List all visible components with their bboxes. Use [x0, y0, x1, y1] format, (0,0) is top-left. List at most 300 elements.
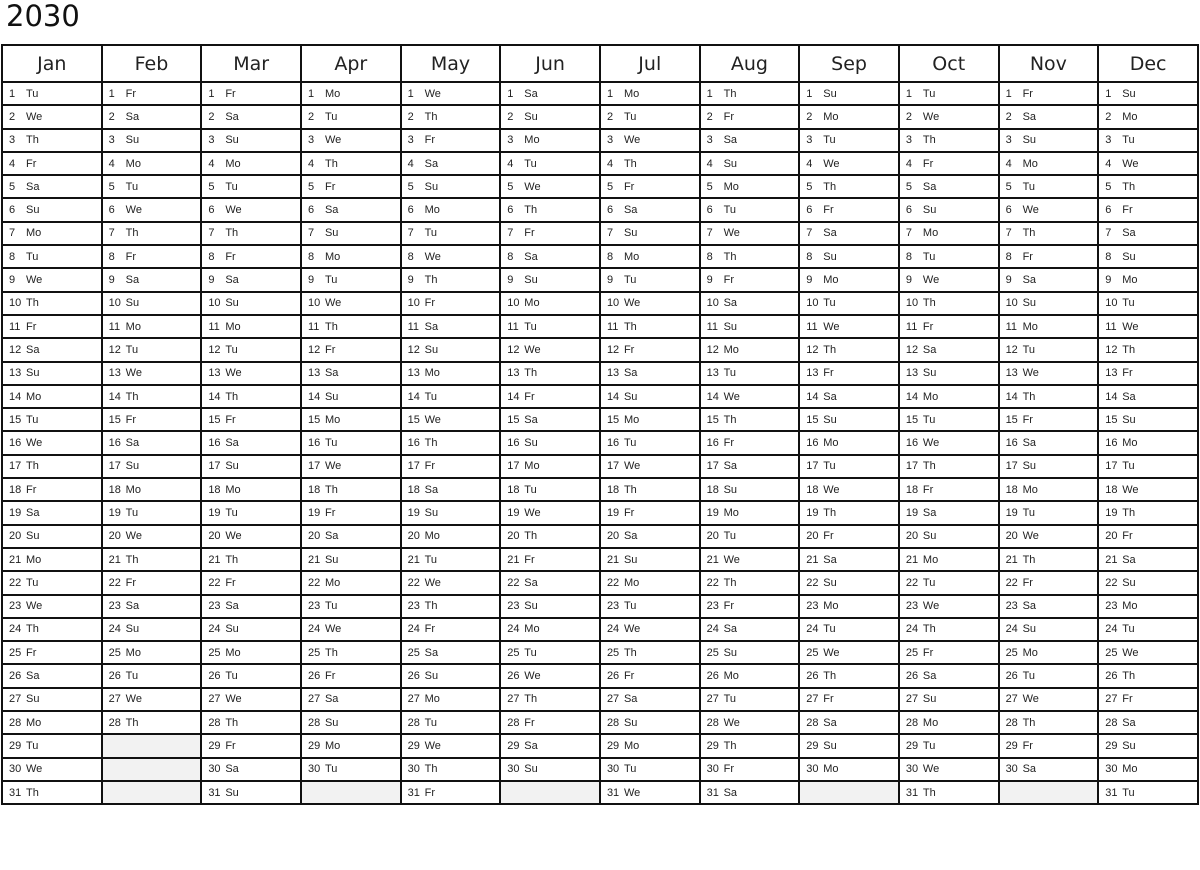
weekday-label: Su	[823, 739, 837, 752]
day-cell	[201, 362, 301, 385]
weekday-label: Su	[1122, 413, 1136, 426]
day-cell	[301, 175, 401, 198]
day-cell	[700, 152, 800, 175]
weekday-label: Sa	[424, 483, 439, 496]
day-number: 3	[507, 134, 514, 147]
day-cell	[201, 641, 301, 664]
day-cell	[600, 688, 700, 711]
weekday-label: We	[524, 180, 541, 193]
day-cell	[799, 571, 899, 594]
day-cell	[301, 548, 401, 571]
day-number: 27	[905, 693, 919, 706]
day-number: 16	[1105, 437, 1118, 450]
day-cell	[401, 175, 501, 198]
weekday-label: Tu	[723, 693, 737, 706]
weekday-label: Th	[723, 87, 737, 100]
weekday-label: Su	[26, 204, 40, 217]
day-number: 12	[108, 343, 121, 356]
weekday-label: We	[922, 110, 940, 123]
day-number: 21	[806, 553, 819, 566]
day-cell	[700, 781, 800, 804]
day-cell	[2, 198, 102, 221]
day-cell	[102, 245, 202, 268]
day-number: 27	[407, 693, 420, 706]
day-number: 10	[1105, 297, 1118, 310]
day-cell	[301, 292, 401, 315]
day-cell	[500, 362, 600, 385]
weekday-label: Tu	[922, 739, 936, 752]
day-cell	[500, 175, 600, 198]
day-cell	[201, 478, 301, 501]
weekday-label: Tu	[225, 506, 238, 519]
day-number: 26	[706, 670, 719, 683]
day-number: 25	[9, 646, 22, 659]
day-number: 15	[208, 413, 221, 426]
day-cell	[2, 385, 102, 408]
month-header-apr: Apr	[301, 45, 401, 82]
weekday-label: Mo	[723, 506, 739, 519]
day-cell	[600, 268, 700, 291]
day-number: 16	[108, 437, 121, 450]
day-number: 24	[108, 623, 121, 636]
day-cell	[2, 478, 102, 501]
weekday-label: We	[424, 739, 441, 752]
day-cell	[201, 82, 301, 105]
day-number: 12	[1105, 343, 1118, 356]
weekday-label: Su	[1022, 623, 1037, 636]
day-number: 23	[108, 600, 121, 613]
day-cell	[799, 501, 899, 524]
day-number: 18	[208, 483, 221, 496]
day-number: 20	[208, 530, 221, 543]
month-header-may: May	[401, 45, 501, 82]
day-number: 23	[1005, 600, 1018, 613]
day-number: 15	[905, 413, 919, 426]
day-cell	[1098, 175, 1198, 198]
day-number: 2	[307, 110, 315, 123]
weekday-label: Th	[424, 437, 438, 450]
day-number: 13	[905, 367, 919, 380]
weekday-label: Fr	[1022, 87, 1033, 100]
weekday-label: Th	[225, 390, 239, 403]
weekday-label: Su	[225, 786, 239, 799]
day-number: 26	[108, 670, 121, 683]
weekday-label: Tu	[424, 390, 438, 403]
day-number: 22	[806, 576, 819, 589]
day-number: 23	[9, 600, 22, 613]
day-number: 20	[307, 530, 321, 543]
day-cell	[899, 525, 999, 548]
day-cell	[102, 688, 202, 711]
day-cell	[899, 198, 999, 221]
day-number: 30	[1005, 763, 1018, 776]
day-number: 5	[9, 180, 16, 193]
day-number: 12	[606, 343, 620, 356]
day-cell	[500, 455, 600, 478]
day-cell	[999, 129, 1099, 152]
weekday-label: Mo	[125, 320, 141, 333]
day-cell	[899, 362, 999, 385]
day-cell	[700, 338, 800, 361]
day-number: 19	[1005, 506, 1018, 519]
day-cell	[401, 781, 501, 804]
day-number: 5	[307, 180, 315, 193]
weekday-label: Tu	[1022, 506, 1035, 519]
day-number: 11	[1005, 320, 1017, 333]
day-number: 21	[1105, 553, 1118, 566]
weekday-label: Mo	[225, 483, 241, 496]
day-cell	[600, 129, 700, 152]
weekday-label: Th	[823, 180, 837, 193]
weekday-label: Sa	[723, 460, 738, 473]
month-header-row	[2, 45, 1198, 82]
day-number: 18	[507, 483, 520, 496]
day-cell	[301, 641, 401, 664]
day-number: 28	[1105, 716, 1118, 729]
day-row	[2, 362, 1198, 385]
weekday-label: Fr	[324, 343, 336, 356]
weekday-label: Th	[922, 460, 936, 473]
weekday-label: Fr	[125, 250, 137, 263]
day-cell	[700, 362, 800, 385]
day-number: 6	[407, 204, 414, 217]
day-number: 3	[1105, 134, 1112, 147]
day-number: 17	[507, 460, 520, 473]
day-cell	[102, 571, 202, 594]
weekday-label: We	[623, 786, 641, 799]
day-cell	[401, 315, 501, 338]
weekday-label: We	[1022, 204, 1039, 217]
weekday-label: Su	[324, 390, 339, 403]
day-cell	[1098, 245, 1198, 268]
weekday-label: Th	[823, 506, 837, 519]
day-cell	[799, 245, 899, 268]
day-number: 27	[108, 693, 121, 706]
day-cell	[500, 758, 600, 781]
day-cell	[600, 641, 700, 664]
day-number: 12	[706, 343, 719, 356]
day-number: 9	[307, 274, 315, 287]
weekday-label: Tu	[26, 413, 39, 426]
weekday-label: Th	[1022, 716, 1036, 729]
weekday-label: Sa	[723, 134, 738, 147]
weekday-label: Su	[424, 180, 439, 193]
weekday-label: Fr	[26, 646, 37, 659]
weekday-label: Sa	[623, 204, 638, 217]
day-number: 9	[407, 274, 414, 287]
day-number: 25	[1105, 646, 1118, 659]
day-cell	[700, 175, 800, 198]
day-cell	[1098, 222, 1198, 245]
day-cell	[102, 478, 202, 501]
day-number: 14	[407, 390, 420, 403]
weekday-label: Th	[125, 390, 139, 403]
day-cell	[799, 105, 899, 128]
day-cell	[301, 734, 401, 757]
day-number: 17	[905, 460, 919, 473]
day-cell	[1098, 431, 1198, 454]
weekday-label: Tu	[823, 623, 836, 636]
weekday-label: Tu	[26, 250, 39, 263]
day-cell	[401, 245, 501, 268]
day-number: 5	[905, 180, 913, 193]
weekday-label: Tu	[324, 763, 338, 776]
day-number: 23	[407, 600, 420, 613]
day-number: 7	[905, 227, 913, 240]
weekday-label: Su	[424, 506, 439, 519]
month-header-jan: Jan	[2, 45, 102, 82]
weekday-label: Tu	[524, 483, 537, 496]
day-number: 21	[9, 553, 22, 566]
day-cell	[301, 198, 401, 221]
day-number: 31	[208, 786, 221, 799]
day-number: 14	[706, 390, 719, 403]
day-cell	[700, 734, 800, 757]
weekday-label: We	[1122, 157, 1139, 170]
day-cell	[301, 245, 401, 268]
weekday-label: Su	[623, 716, 638, 729]
weekday-label: Th	[623, 483, 637, 496]
weekday-label: Mo	[26, 227, 42, 240]
day-cell	[500, 129, 600, 152]
weekday-label: Sa	[1022, 763, 1037, 776]
day-cell	[500, 734, 600, 757]
day-number: 6	[1105, 204, 1112, 217]
day-cell	[899, 292, 999, 315]
day-number: 29	[1105, 739, 1118, 752]
day-number: 17	[407, 460, 420, 473]
day-row	[2, 618, 1198, 641]
day-cell	[600, 455, 700, 478]
day-cell	[999, 268, 1099, 291]
day-cell	[700, 548, 800, 571]
day-cell	[2, 222, 102, 245]
day-cell	[600, 595, 700, 618]
weekday-label: We	[225, 693, 242, 706]
weekday-label: Sa	[524, 739, 538, 752]
day-number: 10	[606, 297, 620, 310]
year-calendar-table	[1, 44, 1199, 805]
day-cell	[500, 501, 600, 524]
day-cell	[500, 105, 600, 128]
weekday-label: Sa	[324, 367, 339, 380]
day-cell	[700, 664, 800, 687]
day-cell	[401, 525, 501, 548]
weekday-label: Tu	[26, 739, 39, 752]
day-number: 8	[905, 250, 913, 263]
weekday-label: Mo	[723, 343, 739, 356]
weekday-label: Th	[225, 227, 239, 240]
day-number: 18	[108, 483, 121, 496]
day-number: 1	[706, 87, 713, 100]
day-cell	[201, 385, 301, 408]
day-number: 13	[806, 367, 819, 380]
weekday-label: Tu	[823, 134, 836, 147]
day-cell	[1098, 385, 1198, 408]
day-cell	[600, 758, 700, 781]
weekday-label: Tu	[524, 320, 537, 333]
weekday-label: Sa	[225, 110, 239, 123]
day-number: 2	[1005, 110, 1012, 123]
day-cell	[201, 571, 301, 594]
day-cell	[799, 664, 899, 687]
weekday-label: Tu	[922, 413, 936, 426]
weekday-label: We	[324, 460, 342, 473]
day-cell	[1098, 129, 1198, 152]
day-number: 3	[108, 134, 115, 147]
day-row	[2, 385, 1198, 408]
day-number: 3	[806, 134, 813, 147]
day-number: 5	[606, 180, 614, 193]
day-cell	[700, 82, 800, 105]
day-number: 29	[706, 739, 719, 752]
weekday-label: Tu	[823, 297, 836, 310]
day-cell	[401, 292, 501, 315]
weekday-label: Mo	[623, 739, 640, 752]
weekday-label: We	[922, 437, 940, 450]
weekday-label: Tu	[125, 343, 139, 356]
day-cell	[799, 641, 899, 664]
day-number: 17	[108, 460, 121, 473]
weekday-label: Fr	[623, 670, 635, 683]
day-cell	[700, 478, 800, 501]
day-number: 30	[507, 763, 520, 776]
weekday-label: Tu	[823, 460, 836, 473]
day-number: 16	[1005, 437, 1018, 450]
day-cell	[401, 595, 501, 618]
weekday-label: Mo	[1122, 763, 1138, 776]
weekday-label: We	[1122, 646, 1139, 659]
weekday-label: Su	[26, 367, 40, 380]
day-cell	[201, 664, 301, 687]
day-cell	[2, 501, 102, 524]
day-cell	[799, 129, 899, 152]
day-number: 4	[806, 157, 813, 170]
weekday-label: Mo	[1022, 157, 1038, 170]
weekday-label: Su	[922, 367, 937, 380]
day-number: 11	[208, 320, 220, 333]
day-cell	[102, 455, 202, 478]
day-number: 14	[1005, 390, 1018, 403]
day-number: 4	[208, 157, 215, 170]
day-row	[2, 548, 1198, 571]
day-number: 31	[905, 786, 919, 799]
day-number: 1	[9, 87, 16, 100]
weekday-label: Mo	[225, 157, 241, 170]
weekday-label: We	[424, 250, 441, 263]
weekday-label: Su	[125, 460, 140, 473]
day-number: 4	[307, 157, 315, 170]
weekday-label: Th	[125, 227, 139, 240]
weekday-label: Mo	[225, 646, 241, 659]
weekday-label: Th	[125, 716, 139, 729]
day-number: 7	[1105, 227, 1112, 240]
weekday-label: Fr	[723, 110, 734, 123]
day-cell	[2, 408, 102, 431]
day-number: 8	[507, 250, 514, 263]
weekday-label: Tu	[125, 180, 139, 193]
day-number: 31	[407, 786, 420, 799]
weekday-label: We	[922, 274, 940, 287]
weekday-label: Mo	[324, 576, 341, 589]
day-cell	[500, 152, 600, 175]
weekday-label: Tu	[922, 576, 936, 589]
day-cell	[799, 478, 899, 501]
day-cell	[2, 315, 102, 338]
weekday-label: Fr	[922, 157, 934, 170]
day-cell	[102, 711, 202, 734]
day-number: 11	[1105, 320, 1117, 333]
day-cell	[799, 758, 899, 781]
day-number: 30	[706, 763, 719, 776]
day-cell	[102, 595, 202, 618]
weekday-label: Th	[1022, 227, 1036, 240]
day-number: 6	[706, 204, 713, 217]
day-number: 9	[606, 274, 614, 287]
weekday-label: Mo	[125, 483, 141, 496]
weekday-label: Su	[225, 134, 239, 147]
day-number: 3	[307, 134, 315, 147]
day-cell	[2, 618, 102, 641]
weekday-label: Fr	[26, 483, 37, 496]
weekday-label: Tu	[424, 553, 438, 566]
weekday-label: Th	[225, 553, 239, 566]
day-row	[2, 641, 1198, 664]
weekday-label: Su	[125, 134, 140, 147]
day-number: 21	[407, 553, 420, 566]
day-cell	[999, 525, 1099, 548]
day-number: 6	[208, 204, 215, 217]
day-cell	[1098, 292, 1198, 315]
day-cell	[500, 245, 600, 268]
weekday-label: Th	[922, 297, 936, 310]
day-number: 9	[108, 274, 115, 287]
day-cell	[600, 734, 700, 757]
day-number: 20	[1005, 530, 1018, 543]
weekday-label: Sa	[1022, 274, 1037, 287]
weekday-label: Fr	[524, 553, 535, 566]
day-cell	[201, 105, 301, 128]
weekday-label: Mo	[524, 134, 540, 147]
day-cell	[600, 105, 700, 128]
day-cell	[2, 525, 102, 548]
day-cell	[700, 385, 800, 408]
weekday-label: Tu	[623, 763, 637, 776]
day-number: 31	[706, 786, 719, 799]
weekday-label: Su	[823, 576, 837, 589]
day-number: 6	[1005, 204, 1012, 217]
weekday-label: Sa	[1022, 110, 1037, 123]
weekday-label: Fr	[823, 367, 834, 380]
weekday-label: Mo	[424, 530, 440, 543]
empty-day-cell	[102, 734, 202, 757]
day-cell	[1098, 781, 1198, 804]
day-cell	[500, 688, 600, 711]
weekday-label: Mo	[424, 367, 440, 380]
weekday-label: Fr	[524, 716, 535, 729]
weekday-label: We	[225, 204, 242, 217]
weekday-label: Mo	[424, 204, 440, 217]
weekday-label: We	[424, 576, 441, 589]
day-cell	[102, 82, 202, 105]
day-number: 22	[208, 576, 221, 589]
day-cell	[899, 338, 999, 361]
weekday-label: Th	[424, 763, 438, 776]
weekday-label: Sa	[524, 87, 538, 100]
day-number: 20	[606, 530, 620, 543]
weekday-label: Su	[1022, 134, 1037, 147]
day-number: 16	[208, 437, 221, 450]
